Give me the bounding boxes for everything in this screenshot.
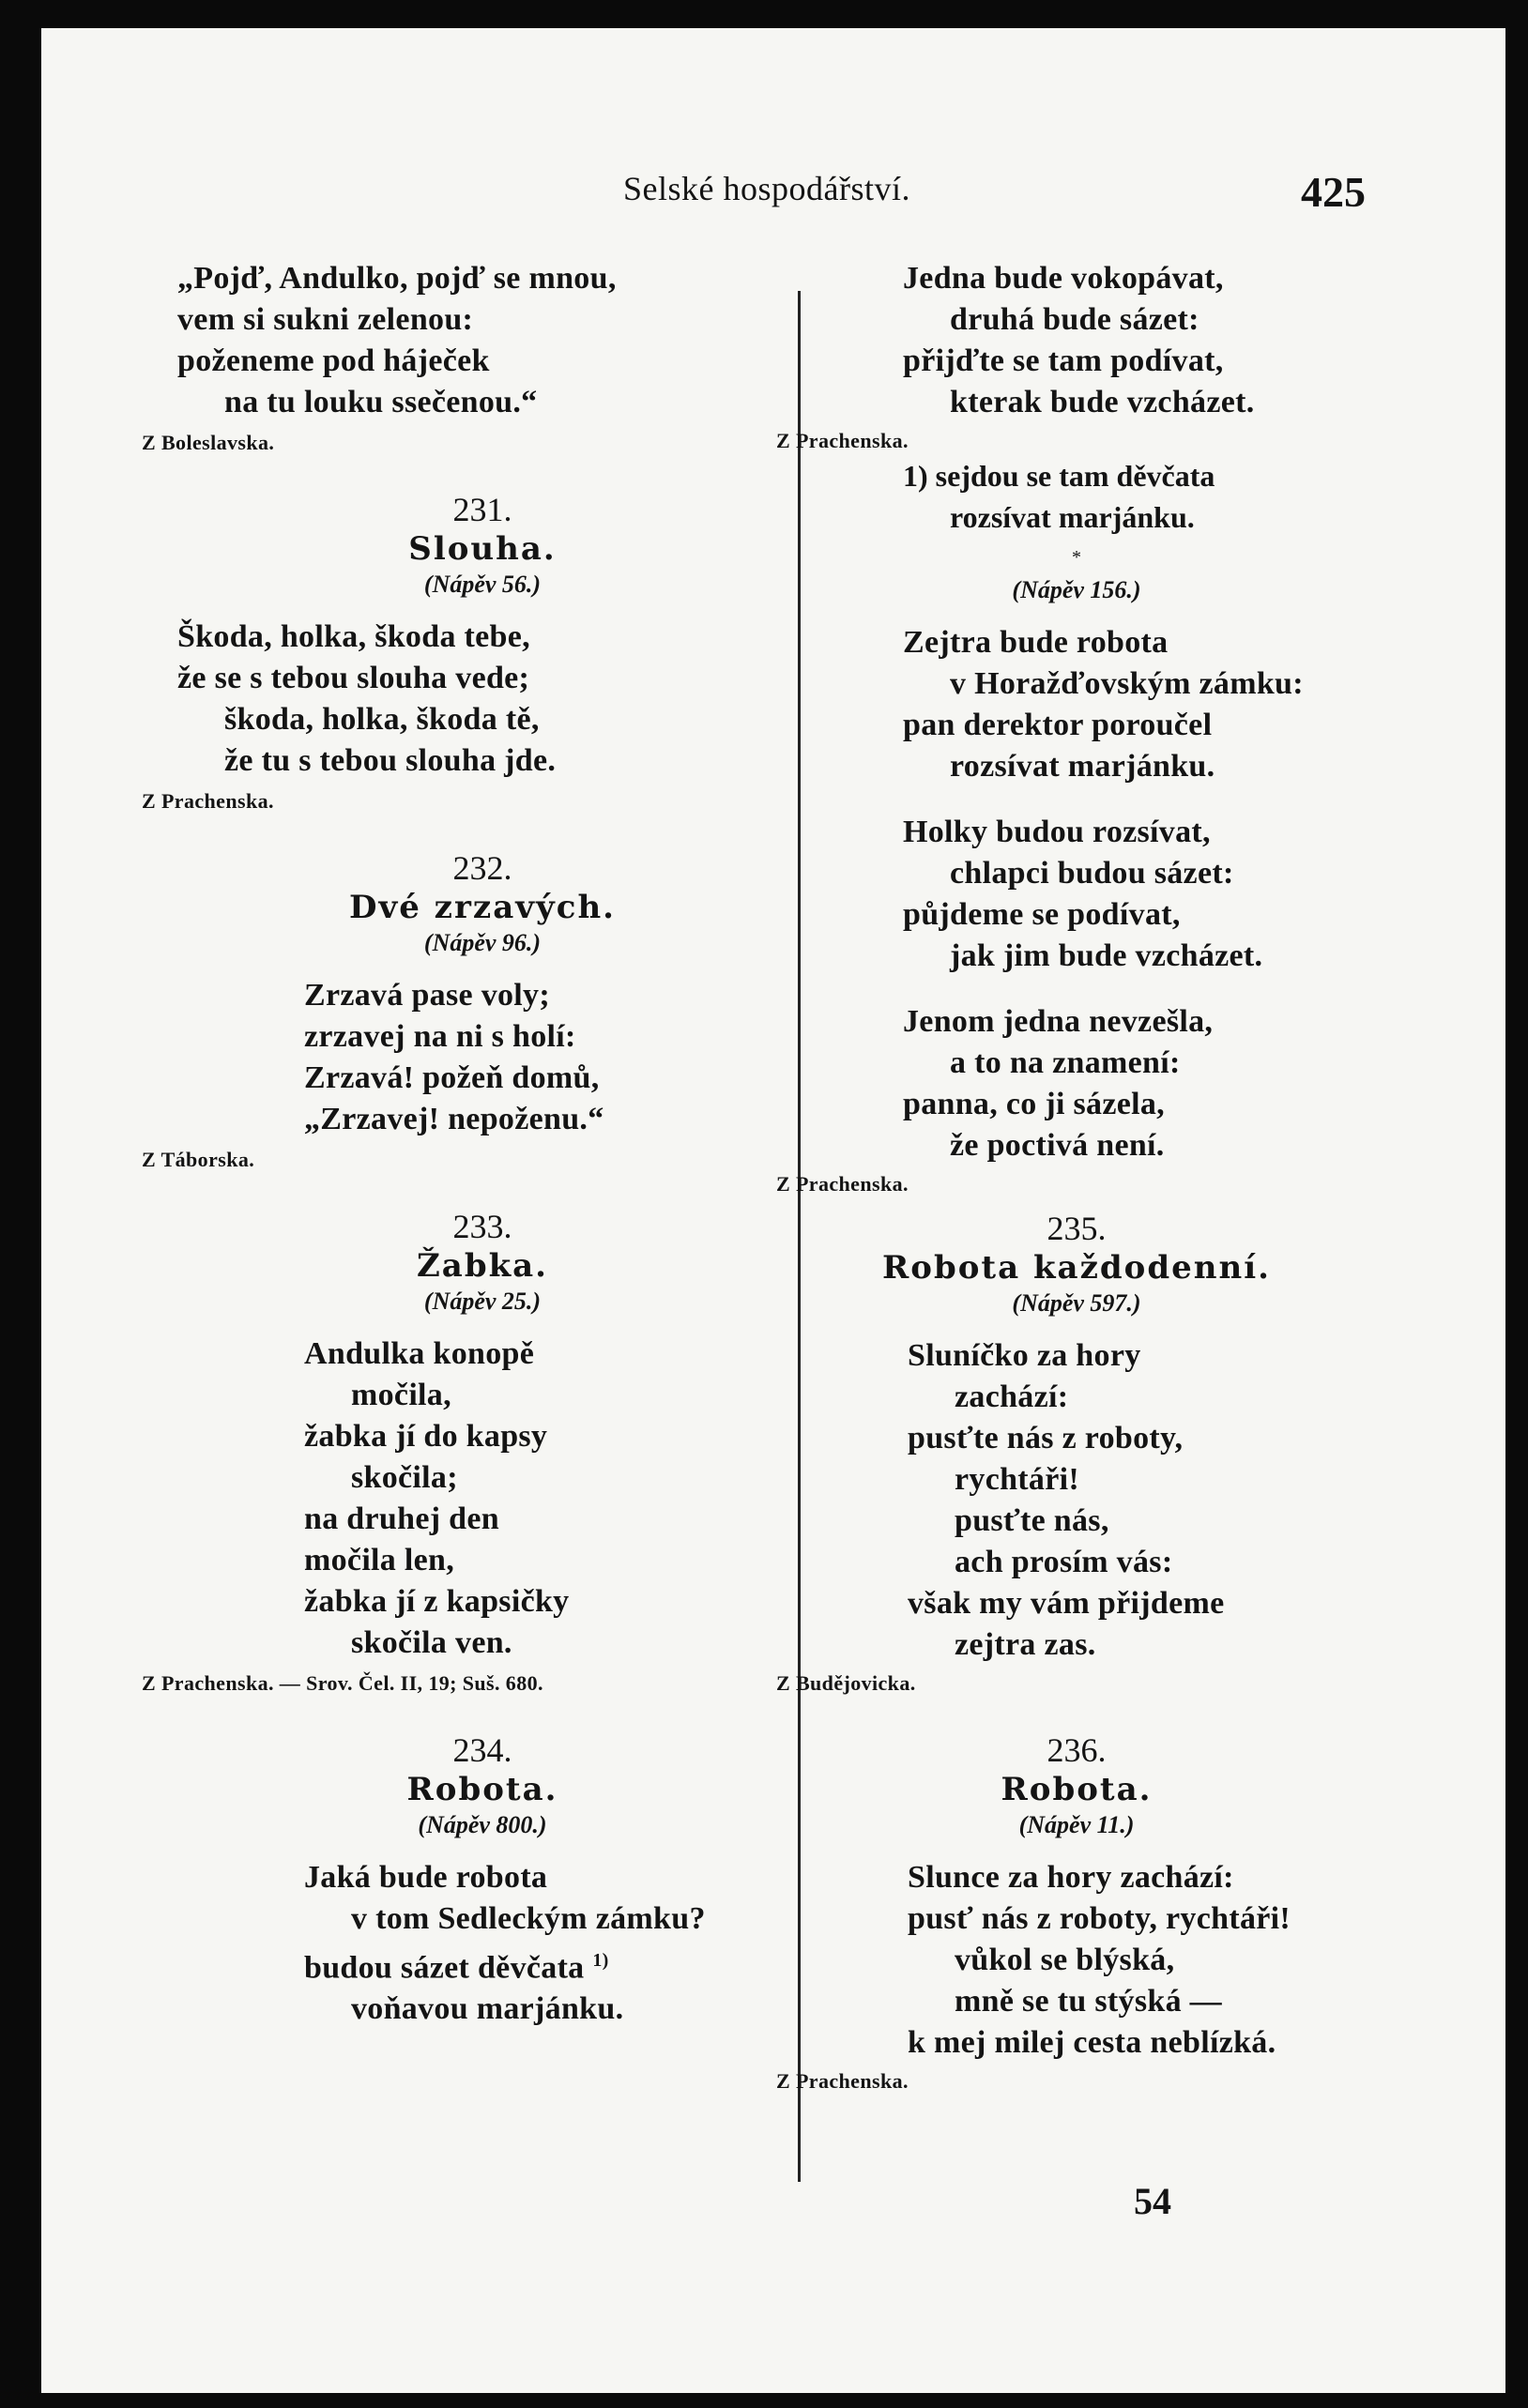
- stanza: [903, 1001, 1377, 1166]
- song-tune: (Nápěv 597.): [1012, 1289, 1141, 1317]
- stanza: [908, 1335, 1377, 1666]
- song-tune: (Nápěv 25.): [423, 1288, 542, 1315]
- verse-line: vůkol se blýská,: [955, 1943, 1175, 1977]
- verse-line: mně se tu stýská —: [955, 1984, 1222, 2019]
- song-tune: (Nápěv 156.): [1012, 576, 1141, 603]
- source-note: Z Boleslavska.: [142, 431, 275, 454]
- source-note: Z Budějovicka.: [776, 1671, 916, 1695]
- footnote: [903, 455, 1377, 538]
- verse-line: pusťte nás,: [955, 1503, 1109, 1538]
- song-number: 232.: [452, 849, 512, 887]
- verse-line: zejtra zas.: [955, 1627, 1096, 1662]
- verse-line: druhá bude sázet:: [950, 302, 1199, 337]
- song-number: 236.: [1047, 1731, 1107, 1769]
- verse-line: „Pojď, Andulko, pojď se mnou,: [177, 261, 617, 296]
- verse-line: Škoda, holka, škoda tebe,: [177, 619, 530, 654]
- running-header: Selské hospodářství.: [623, 170, 910, 207]
- verse-line: zachází:: [955, 1379, 1069, 1414]
- printer-signature: 54: [1134, 2180, 1171, 2222]
- stanza: [908, 1857, 1377, 2064]
- page-number: 425: [1301, 168, 1366, 216]
- source-note: Z Prachenska.: [776, 1172, 909, 1196]
- verse-line: v tom Sedleckým zámku?: [351, 1901, 706, 1936]
- footnote-marker: 1): [592, 1950, 609, 1971]
- verse-line: panna, co ji sázela,: [903, 1087, 1165, 1121]
- intro-stanza: [177, 258, 787, 423]
- verse-line: močila,: [351, 1378, 451, 1412]
- song-title: Dvé zrzavých.: [348, 889, 617, 926]
- footnote-line: sejdou se tam děvčata: [935, 459, 1215, 493]
- verse-line: a to na znamení:: [950, 1045, 1181, 1080]
- song-tune: (Nápěv 11.): [1018, 1811, 1135, 1838]
- song-title: Robota.: [1001, 1771, 1153, 1808]
- source-note: Z Prachenska.: [776, 2069, 909, 2093]
- song-number: 234.: [452, 1731, 512, 1769]
- verse-line: Sluníčko za hory: [908, 1338, 1141, 1373]
- song-number: 233.: [452, 1208, 512, 1245]
- verse-line: Zejtra bude robota: [903, 625, 1169, 660]
- verse-line: Zrzavá pase voly;: [304, 978, 550, 1013]
- verse-line: v Horažďovským zámku:: [950, 666, 1304, 701]
- verse-line: zrzavej na ni s holí:: [304, 1019, 576, 1054]
- song-title: Robota.: [406, 1771, 558, 1808]
- song-231: [142, 489, 787, 815]
- verse-line: k mej milej cesta neblízká.: [908, 2025, 1276, 2060]
- stanza: [304, 1334, 787, 1664]
- verse-line: však my vám přijdeme: [908, 1586, 1225, 1621]
- song-tune: (Nápěv 56.): [423, 571, 542, 598]
- verse-line: Andulka konopě: [304, 1336, 535, 1371]
- verse-line: pan derektor poroučel: [903, 708, 1213, 742]
- verse-line: kterak bude vzcházet.: [950, 385, 1255, 419]
- book-page: [41, 28, 1505, 2393]
- song-number: 235.: [1047, 1210, 1107, 1247]
- song-title: Žabka.: [416, 1247, 549, 1285]
- verse-line: ach prosím vás:: [955, 1545, 1173, 1579]
- verse-line: močila len,: [304, 1543, 455, 1577]
- right-column: [776, 258, 1377, 2096]
- verse-line: že se s tebou slouha vede;: [177, 661, 530, 695]
- verse-line: Slunce za hory zachází:: [908, 1860, 1234, 1895]
- stanza: [304, 1857, 787, 2030]
- stanza: [903, 622, 1377, 787]
- footnote-marker: 1): [903, 459, 928, 493]
- song-232: [142, 847, 787, 1174]
- verse-line: Holky budou rozsívat,: [903, 815, 1211, 849]
- verse-line: vem si sukni zelenou:: [177, 302, 474, 337]
- source-note: Z Prachenska. — Srov. Čel. II, 19; Suš. 680.: [142, 1671, 543, 1695]
- verse-line: poženeme pod háječek: [177, 343, 490, 378]
- verse-line: „Zrzavej! nepoženu.“: [304, 1102, 604, 1136]
- song-tune: (Nápěv 96.): [423, 929, 542, 956]
- verse-line: že poctivá není.: [950, 1128, 1165, 1163]
- song-title: Robota každodenní.: [882, 1249, 1271, 1287]
- verse-line: chlapci budou sázet:: [950, 856, 1234, 891]
- verse-line: škoda, holka, škoda tě,: [224, 702, 540, 737]
- verse-line: na tu louku ssečenou.“: [224, 385, 538, 419]
- verse-line: půjdeme se podívat,: [903, 897, 1181, 932]
- song-title: Slouha.: [408, 530, 557, 568]
- song-236: [776, 1730, 1377, 2096]
- verse-line: Jaká bude robota: [304, 1860, 548, 1895]
- verse-line: přijďte se tam podívat,: [903, 343, 1224, 378]
- footnote-line: rozsívat marjánku.: [950, 500, 1195, 534]
- left-column: [142, 258, 787, 2054]
- song-234: [177, 1730, 787, 2030]
- source-note: Z Táborska.: [142, 1148, 255, 1171]
- verse-line: Jedna bude vokopávat,: [903, 261, 1224, 296]
- verse-line: skočila ven.: [351, 1625, 512, 1660]
- stanza: [177, 617, 787, 782]
- verse-line: skočila;: [351, 1460, 458, 1495]
- song-number: 231.: [452, 491, 512, 528]
- verse-line: pusť nás z roboty, rychtáři!: [908, 1901, 1291, 1936]
- song-233: [142, 1206, 787, 1698]
- song-235: [776, 1208, 1377, 1698]
- verse-line: že tu s tebou slouha jde.: [224, 743, 557, 778]
- verse-line: jak jim bude vzcházet.: [950, 938, 1263, 973]
- stanza: [903, 812, 1377, 977]
- asterisk-mark: *: [1072, 547, 1081, 568]
- verse-line: Zrzavá! požeň domů,: [304, 1060, 600, 1095]
- verse-line: rozsívat marjánku.: [950, 749, 1215, 784]
- verse-line: Jenom jedna nevzešla,: [903, 1004, 1214, 1039]
- verse-line: žabka jí do kapsy: [304, 1419, 548, 1454]
- verse-line: rychtáři!: [955, 1462, 1079, 1497]
- source-note: Z Prachenska.: [142, 789, 274, 813]
- verse-line: pusťte nás z roboty,: [908, 1421, 1184, 1455]
- stanza: [903, 258, 1377, 423]
- verse-line: voňavou marjánku.: [351, 1991, 624, 2027]
- verse-line: na druhej den: [304, 1501, 499, 1536]
- song-tune: (Nápěv 800.): [418, 1811, 547, 1838]
- verse-line: žabka jí z kapsičky: [304, 1584, 570, 1619]
- verse-text: budou sázet děvčata: [304, 1950, 585, 1986]
- verse-line: [304, 1940, 787, 1989]
- stanza: [304, 975, 787, 1140]
- source-note: Z Prachenska.: [776, 429, 909, 452]
